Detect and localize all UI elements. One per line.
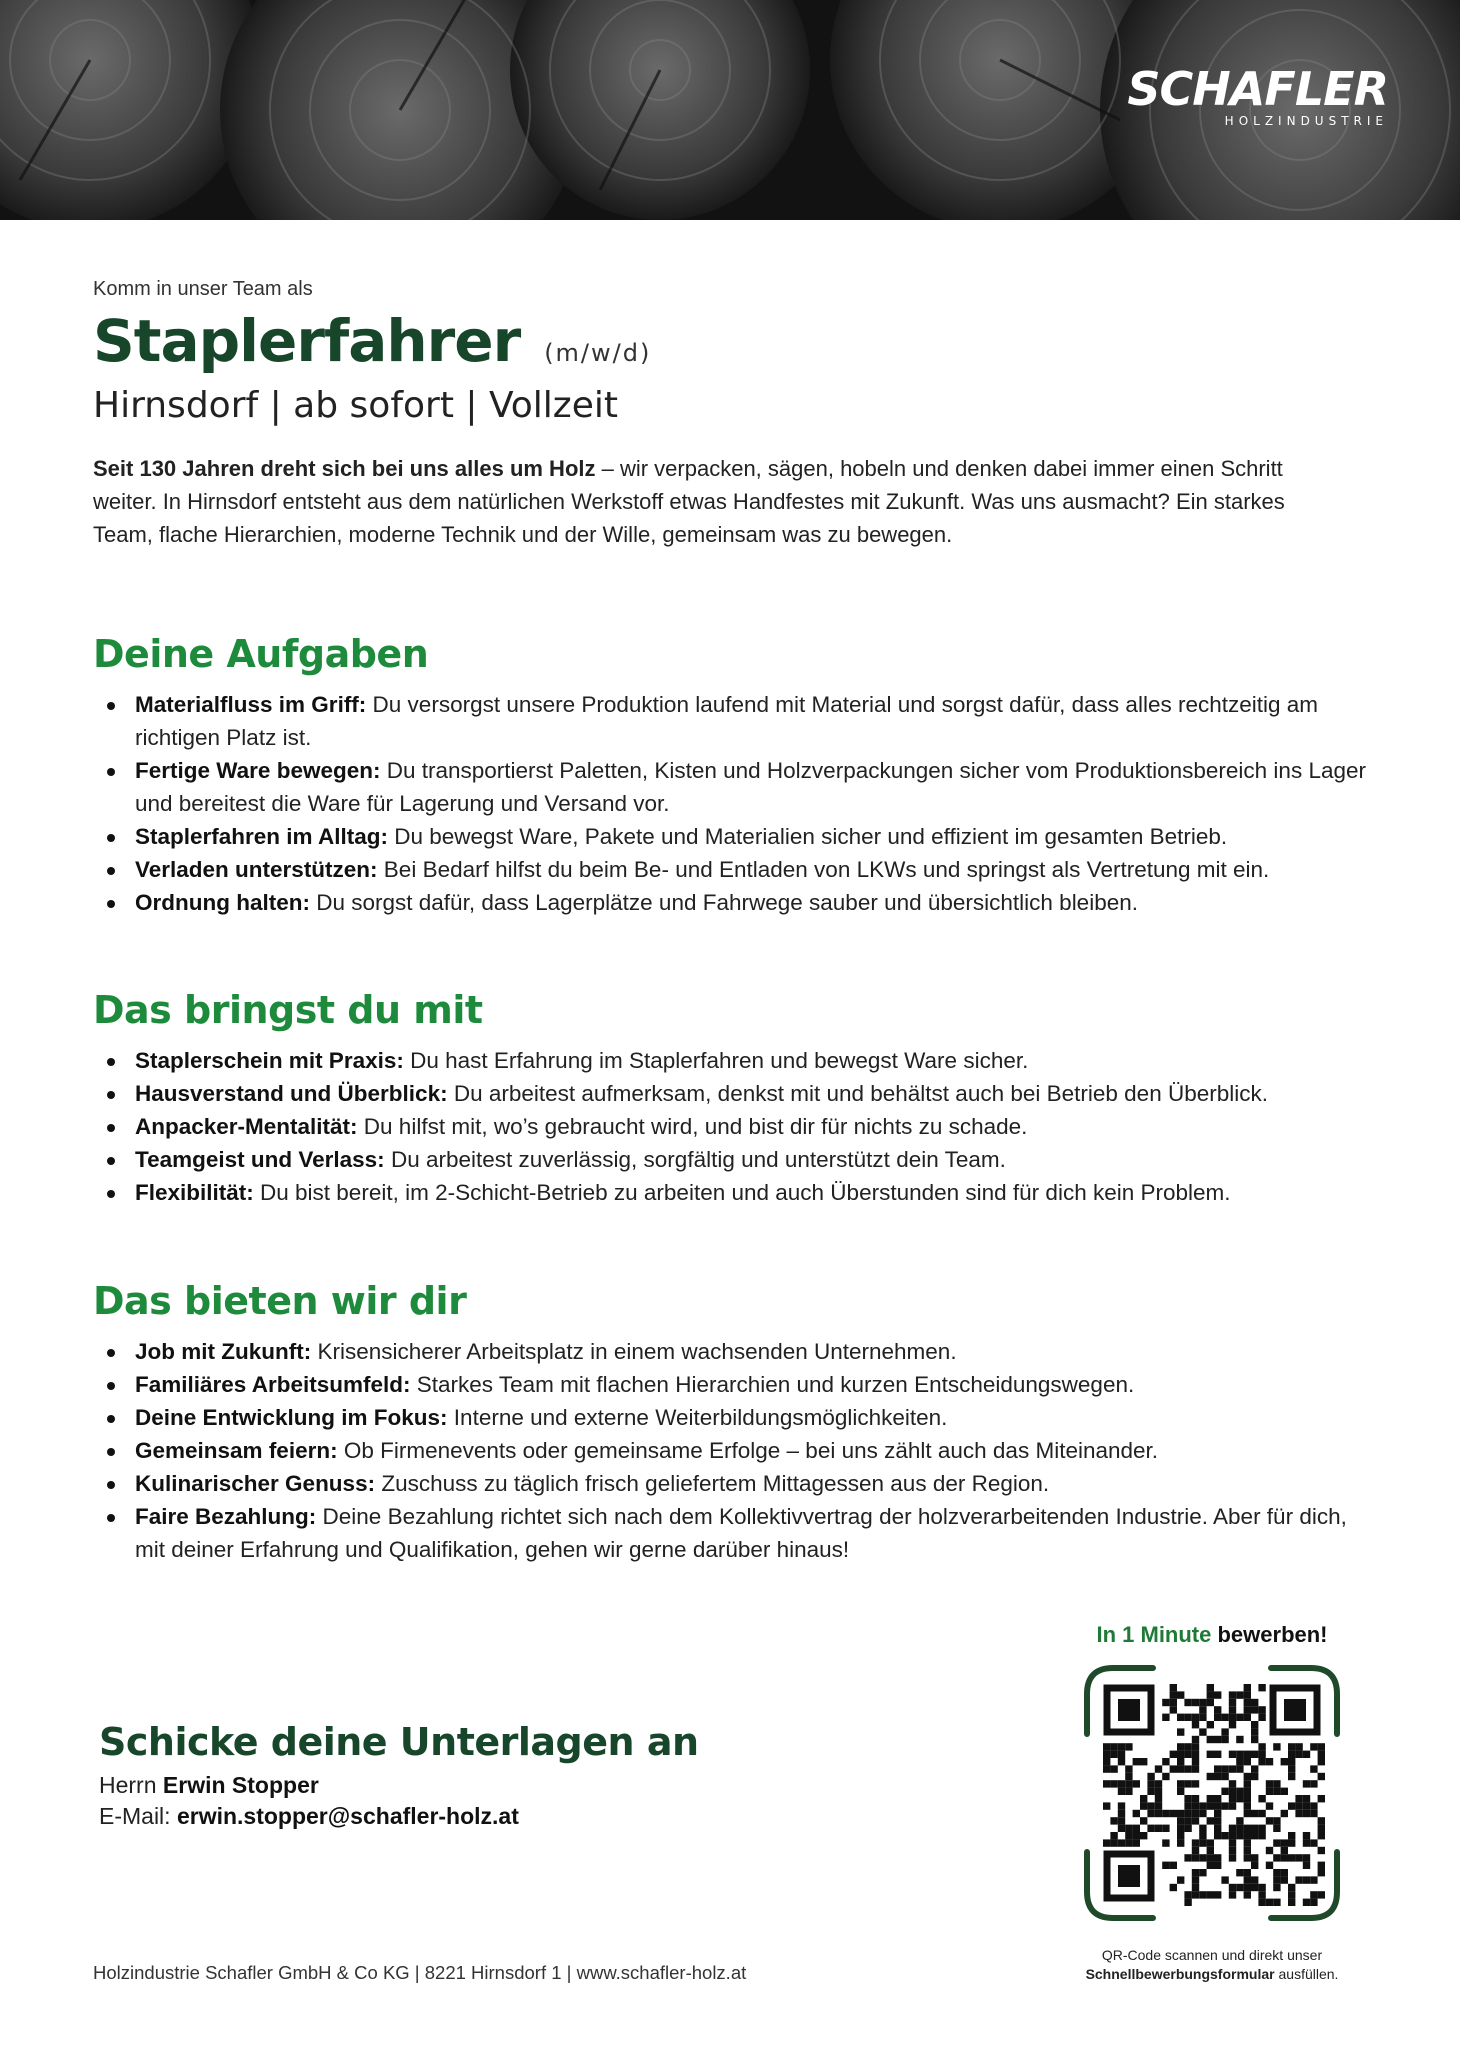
company-logo xyxy=(1127,62,1388,128)
job-subtitle: Hirnsdorf | ab sofort | Vollzeit xyxy=(93,385,618,426)
item-text: Krisensicherer Arbeitsplatz in einem wachsenden Unternehmen. xyxy=(311,1339,957,1364)
qr-caption-line2 xyxy=(1072,1965,1352,1984)
footer: Holzindustrie Schafler GmbH & Co KG | 8221 Hirnsdorf 1 | www.schafler-holz.at xyxy=(93,1962,747,1983)
intro-section xyxy=(93,278,1373,551)
item-text: Du transportierst Paletten, Kisten und Holzverpackungen sicher vom Produktionsbereich ins Lager und bereitest die Ware für Lagerung und Versand vor. xyxy=(135,758,1366,816)
item-label: Faire Bezahlung: xyxy=(135,1504,317,1529)
qr-caption-line1: QR-Code scannen und direkt unser xyxy=(1101,1947,1323,1963)
qr-cta-highlight: In 1 Minute xyxy=(1096,1622,1212,1647)
contact-email-line xyxy=(99,1803,699,1830)
item-text: Du arbeitest aufmerksam, denkst mit und behältst auch bei Betrieb den Überblick. xyxy=(447,1081,1268,1106)
kicker: Komm in unser Team als xyxy=(93,278,313,300)
item-label: Familiäres Arbeitsumfeld: xyxy=(135,1372,411,1397)
item-label: Flexibilität: xyxy=(135,1180,254,1205)
job-title: Staplerfahrer xyxy=(93,307,521,375)
list-item xyxy=(93,754,1383,820)
item-text: Du hast Erfahrung im Staplerfahren und bewegst Ware sicher. xyxy=(403,1048,1029,1073)
requirements-heading: Das bringst du mit xyxy=(93,988,483,1032)
gender-note: (m/w/d) xyxy=(544,339,652,367)
list-item xyxy=(93,1368,1383,1401)
list-item xyxy=(93,1335,1383,1368)
item-label: Staplerschein mit Praxis: xyxy=(135,1048,404,1073)
tasks-section xyxy=(93,632,1383,919)
list-item xyxy=(93,1434,1383,1467)
intro-text-rest: – wir verpacken, sägen, hobeln und denken dabei immer einen Schritt weiter. In Hirnsdorf entsteht aus dem natürlichen Werkstoff etwas Handfestes mit Zukunft. Was uns ausmacht? Ein starkes Team, flache Hierarchien, moderne Technik und der Wille, gemeinsam was zu bewegen. xyxy=(93,456,1285,547)
title-row xyxy=(93,307,1373,375)
tasks-heading: Deine Aufgaben xyxy=(93,632,429,676)
qr-cta-text: bewerben! xyxy=(1211,1622,1328,1647)
benefits-section xyxy=(93,1279,1383,1566)
benefits-heading: Das bieten wir dir xyxy=(93,1279,467,1323)
item-text: Du hilfst mit, wo’s gebraucht wird, und bist dir für nichts zu schade. xyxy=(357,1114,1028,1139)
item-text: Deine Bezahlung richtet sich nach dem Kollektivvertrag der holzverarbeitenden Industrie. Aber für dich, mit deiner Erfahrung und Qualifikation, gehen wir gerne darüber hinaus! xyxy=(135,1504,1347,1562)
benefits-list xyxy=(93,1335,1383,1566)
list-item xyxy=(93,1143,1383,1176)
list-item xyxy=(93,820,1383,853)
intro-text-bold: Seit 130 Jahren dreht sich bei uns alles um Holz xyxy=(93,456,596,481)
item-label: Gemeinsam feiern: xyxy=(135,1438,338,1463)
item-text: Interne und externe Weiterbildungsmöglichkeiten. xyxy=(447,1405,948,1430)
intro-text xyxy=(93,452,1333,551)
qr-code[interactable] xyxy=(1083,1664,1341,1922)
item-label: Teamgeist und Verlass: xyxy=(135,1147,385,1172)
item-label: Staplerfahren im Alltag: xyxy=(135,824,388,849)
tasks-list xyxy=(93,688,1383,919)
qr-caption xyxy=(1072,1946,1352,1984)
item-label: Deine Entwicklung im Fokus: xyxy=(135,1405,448,1430)
item-text: Du arbeitest zuverlässig, sorgfältig und unterstützt dein Team. xyxy=(384,1147,1006,1172)
qr-section xyxy=(1072,1622,1352,1984)
email-link[interactable]: erwin.stopper@schafler-holz.at xyxy=(176,1803,519,1829)
list-item xyxy=(93,688,1383,754)
list-item xyxy=(93,1077,1383,1110)
contact-heading: Schicke deine Unterlagen an xyxy=(99,1720,699,1764)
list-item xyxy=(93,886,1383,919)
list-item xyxy=(93,1500,1383,1566)
qr-call-to-action xyxy=(1072,1622,1352,1648)
item-text: Ob Firmenevents oder gemeinsame Erfolge – bei uns zählt auch das Miteinander. xyxy=(337,1438,1159,1463)
qr-caption-bold: Schnellbewerbungsformular xyxy=(1085,1966,1275,1982)
header-image xyxy=(0,0,1460,220)
logo-subtitle: HOLZINDUSTRIE xyxy=(1224,114,1388,128)
item-text: Du bewegst Ware, Pakete und Materialien sicher und effizient im gesamten Betrieb. xyxy=(387,824,1228,849)
item-label: Hausverstand und Überblick: xyxy=(135,1081,448,1106)
item-text: Zuschuss zu täglich frisch geliefertem Mittagessen aus der Region. xyxy=(375,1471,1050,1496)
item-text: Bei Bedarf hilfst du beim Be- und Entladen von LKWs und springst als Vertretung mit ein. xyxy=(377,857,1270,882)
contact-section xyxy=(99,1720,699,1830)
logo-wordmark: SCHAFLER xyxy=(1127,62,1388,116)
qr-caption-rest: ausfüllen. xyxy=(1274,1966,1339,1982)
list-item xyxy=(93,1176,1383,1209)
item-label: Verladen unterstützen: xyxy=(135,857,378,882)
list-item xyxy=(93,1401,1383,1434)
contact-name: Erwin Stopper xyxy=(162,1772,319,1798)
item-text: Starkes Team mit flachen Hierarchien und kurzen Entscheidungswegen. xyxy=(410,1372,1135,1397)
item-text: Du bist bereit, im 2-Schicht-Betrieb zu arbeiten und auch Überstunden sind für dich kein Problem. xyxy=(253,1180,1231,1205)
qr-code-icon xyxy=(1083,1664,1341,1922)
list-item xyxy=(93,1044,1383,1077)
item-label: Job mit Zukunft: xyxy=(135,1339,312,1364)
item-text: Du versorgst unsere Produktion laufend mit Material und sorgst dafür, dass alles rechtzeitig am richtigen Platz ist. xyxy=(135,692,1319,750)
list-item xyxy=(93,853,1383,886)
item-label: Fertige Ware bewegen: xyxy=(135,758,381,783)
item-text: Du sorgst dafür, dass Lagerplätze und Fahrwege sauber und übersichtlich bleiben. xyxy=(309,890,1138,915)
item-label: Kulinarischer Genuss: xyxy=(135,1471,376,1496)
requirements-list xyxy=(93,1044,1383,1209)
contact-salutation: Herrn xyxy=(99,1772,163,1798)
contact-name-line xyxy=(99,1772,699,1799)
item-label: Ordnung halten: xyxy=(135,890,310,915)
item-label: Anpacker-Mentalität: xyxy=(135,1114,358,1139)
list-item xyxy=(93,1110,1383,1143)
email-label: E-Mail: xyxy=(99,1803,177,1829)
item-label: Materialfluss im Griff: xyxy=(135,692,367,717)
list-item xyxy=(93,1467,1383,1500)
requirements-section xyxy=(93,988,1383,1209)
